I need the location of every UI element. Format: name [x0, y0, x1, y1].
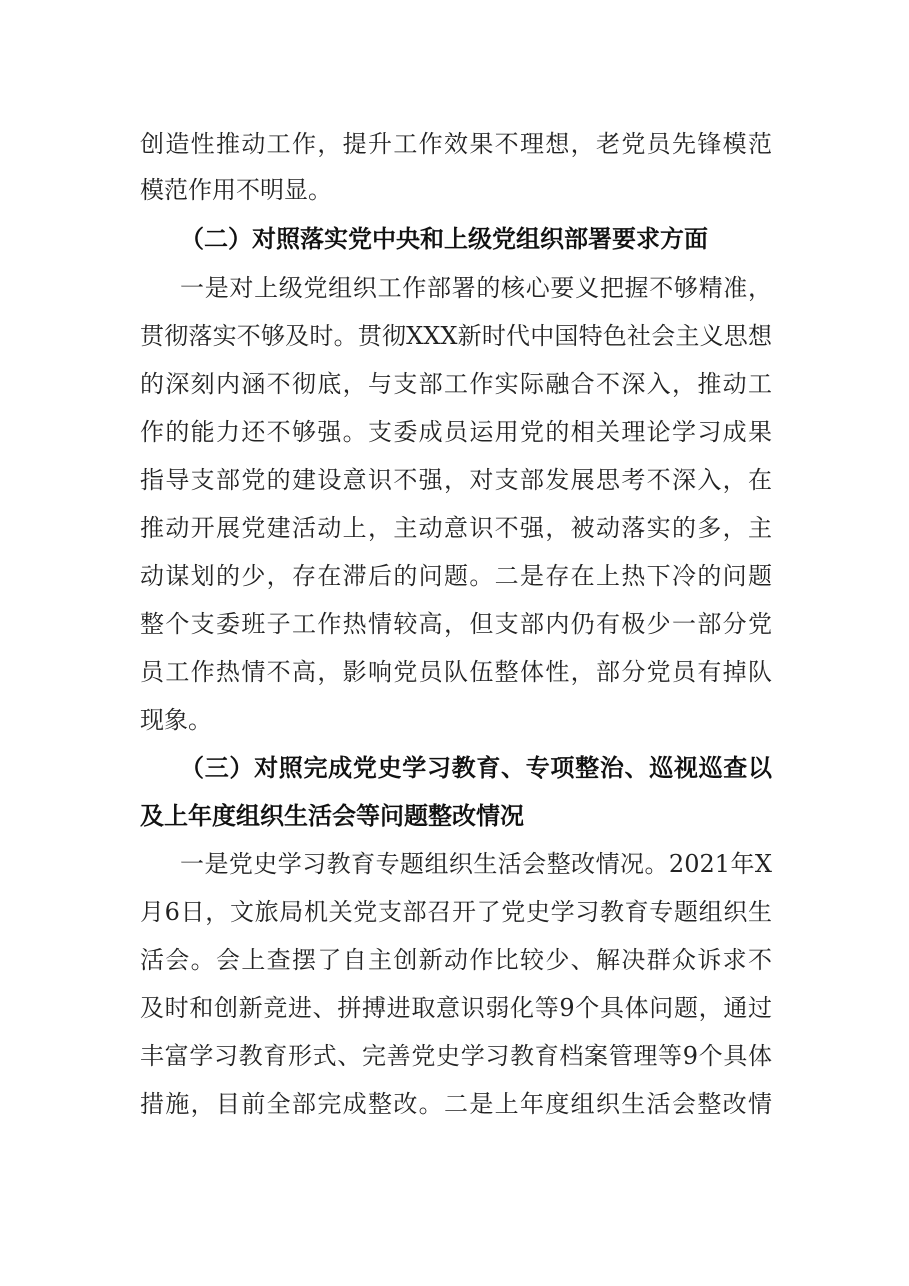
text-line: 作的能力还不够强。支委成员运用党的相关理论学习成果: [140, 418, 772, 446]
text-line: 活会。会上查摆了自主创新动作比较少、解决群众诉求不: [140, 946, 772, 974]
text-line: 丰富学习教育形式、完善党史学习教育档案管理等9个具体: [140, 1042, 772, 1070]
text-line: 创造性推动工作，提升工作效果不理想，老党员先锋模范: [140, 130, 772, 158]
text-line: 整个支委班子工作热情较高，但支部内仍有极少一部分党: [140, 610, 772, 638]
text-line: 措施，目前全部完成整改。二是上年度组织生活会整改情: [140, 1090, 772, 1118]
text-line: 现象。: [140, 706, 212, 734]
section-heading-continued: 及上年度组织生活会等问题整改情况: [140, 802, 524, 830]
text-line: 员工作热情不高，影响党员队伍整体性，部分党员有掉队: [140, 658, 772, 686]
text-line: 及时和创新竞进、拼搏进取意识弱化等9个具体问题，通过: [140, 994, 772, 1022]
section-heading: （三）对照完成党史学习教育、专项整治、巡视巡查以: [180, 754, 772, 782]
text-line: 贯彻落实不够及时。贯彻XXX新时代中国特色社会主义思想: [140, 322, 772, 350]
text-line: 一是党史学习教育专题组织生活会整改情况。2021年X: [180, 850, 772, 878]
text-line: 模范作用不明显。: [140, 176, 332, 204]
text-line: 的深刻内涵不彻底，与支部工作实际融合不深入，推动工: [140, 370, 772, 398]
text-line: 一是对上级党组织工作部署的核心要义把握不够精准，: [180, 274, 772, 302]
text-line: 动谋划的少，存在滞后的问题。二是存在上热下冷的问题: [140, 562, 772, 590]
text-line: 推动开展党建活动上，主动意识不强，被动落实的多，主: [140, 514, 772, 542]
section-heading: （二）对照落实党中央和上级党组织部署要求方面: [180, 225, 708, 253]
text-line: 月6日，文旅局机关党支部召开了党史学习教育专题组织生: [140, 898, 772, 926]
text-line: 指导支部党的建设意识不强，对支部发展思考不深入，在: [140, 466, 772, 494]
